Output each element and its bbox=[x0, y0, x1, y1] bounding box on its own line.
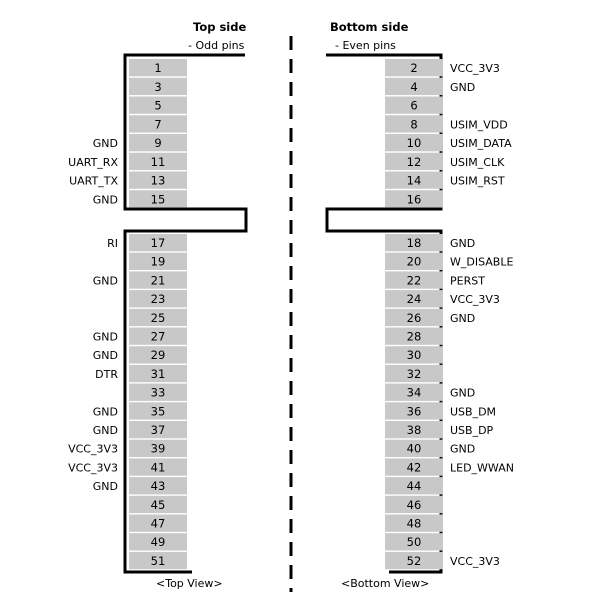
pin-number: 11 bbox=[150, 154, 166, 169]
pin-number: 37 bbox=[150, 423, 166, 437]
top-view-caption: <Top View> bbox=[156, 577, 223, 590]
pin-number: 36 bbox=[406, 404, 422, 419]
pin-signal-label: VCC_3V3 bbox=[68, 461, 118, 475]
pin-number: 42 bbox=[406, 460, 422, 475]
pin-signal-label: USB_DP bbox=[450, 424, 494, 437]
pin-number: 51 bbox=[150, 553, 166, 568]
top-side-title: Top side bbox=[193, 20, 247, 34]
pin-signal-label: PERST bbox=[450, 274, 485, 288]
pin-number: 20 bbox=[406, 254, 422, 269]
pin-number: 1 bbox=[154, 61, 162, 75]
pin-number: 32 bbox=[406, 366, 422, 381]
pin-number: 48 bbox=[406, 516, 422, 531]
pin-number: 22 bbox=[406, 273, 422, 288]
pin-number: 45 bbox=[150, 497, 166, 512]
pin-signal-label: VCC_3V3 bbox=[68, 442, 118, 456]
pin-number: 30 bbox=[406, 348, 422, 363]
pin-signal-label: VCC_3V3 bbox=[450, 62, 500, 75]
pin-signal-label: USIM_VDD bbox=[450, 118, 508, 132]
pin-number: 44 bbox=[406, 479, 422, 494]
pin-signal-label: GND bbox=[450, 442, 476, 456]
pin-signal-label: USIM_CLK bbox=[450, 155, 505, 169]
pin-signal-label: VCC_3V3 bbox=[450, 293, 500, 307]
pin-number: 14 bbox=[406, 173, 422, 188]
pin-number: 17 bbox=[150, 236, 166, 250]
pin-number: 18 bbox=[406, 236, 422, 250]
pin-number: 38 bbox=[406, 423, 422, 437]
odd-pins-subtitle: - Odd pins bbox=[188, 39, 245, 52]
pin-number: 23 bbox=[150, 292, 166, 307]
pin-signal-label: GND bbox=[92, 193, 118, 207]
pin-number: 10 bbox=[406, 136, 422, 150]
pin-signal-label: UART_TX bbox=[69, 174, 118, 188]
pin-number: 7 bbox=[154, 117, 162, 132]
pin-number: 28 bbox=[406, 329, 422, 344]
bottom-side-title: Bottom side bbox=[330, 20, 409, 34]
pin-number: 39 bbox=[150, 441, 166, 456]
pin-number: 41 bbox=[150, 460, 166, 475]
pin-signal-label: VCC_3V3 bbox=[450, 554, 500, 568]
pin-number: 29 bbox=[150, 348, 166, 363]
pin-signal-label: RI bbox=[107, 237, 118, 250]
pin-number: 6 bbox=[410, 98, 418, 113]
even-pin-column bbox=[385, 59, 514, 569]
pin-signal-label: USIM_RST bbox=[450, 174, 505, 188]
pin-number: 52 bbox=[406, 553, 422, 568]
pin-signal-label: GND bbox=[92, 424, 118, 437]
pin-signal-label: USIM_DATA bbox=[450, 137, 512, 150]
pin-signal-label: GND bbox=[92, 330, 118, 344]
pin-signal-label: LED_WWAN bbox=[450, 461, 514, 475]
pin-signal-label: DTR bbox=[95, 367, 118, 381]
odd-pin-column bbox=[68, 59, 187, 569]
pin-signal-label: USB_DM bbox=[450, 405, 497, 419]
pin-signal-label: GND bbox=[92, 137, 118, 150]
pin-signal-label: GND bbox=[92, 480, 118, 494]
pin-number: 19 bbox=[150, 254, 166, 269]
pin-signal-label: UART_RX bbox=[68, 155, 118, 169]
pin-signal-label: GND bbox=[450, 237, 476, 250]
pin-signal-label: GND bbox=[92, 349, 118, 363]
pin-signal-label: W_DISABLE bbox=[450, 255, 514, 269]
pin-number: 2 bbox=[410, 61, 418, 75]
pin-number: 15 bbox=[150, 192, 166, 207]
pin-number: 12 bbox=[406, 154, 422, 169]
pin-number: 43 bbox=[150, 479, 166, 494]
pin-number: 25 bbox=[150, 310, 166, 325]
pin-number: 3 bbox=[154, 79, 162, 94]
pin-number: 34 bbox=[406, 385, 422, 400]
pin-number: 21 bbox=[150, 273, 166, 288]
pin-number: 16 bbox=[406, 192, 422, 207]
pin-number: 13 bbox=[150, 173, 166, 188]
pin-signal-label: GND bbox=[450, 80, 476, 94]
pin-number: 33 bbox=[150, 385, 166, 400]
pin-number: 26 bbox=[406, 310, 422, 325]
bottom-view-caption: <Bottom View> bbox=[341, 577, 430, 590]
pin-signal-label: GND bbox=[92, 405, 118, 419]
pin-number: 35 bbox=[150, 404, 166, 419]
pin-number: 50 bbox=[406, 535, 422, 550]
pin-signal-label: GND bbox=[450, 386, 476, 400]
pin-number: 8 bbox=[410, 117, 418, 132]
pin-number: 24 bbox=[406, 292, 422, 307]
pin-number: 49 bbox=[150, 535, 166, 550]
pin-number: 27 bbox=[150, 329, 166, 344]
pin-number: 31 bbox=[150, 366, 166, 381]
pin-number: 47 bbox=[150, 516, 166, 531]
pin-signal-label: GND bbox=[92, 274, 118, 288]
pin-number: 40 bbox=[406, 441, 422, 456]
pin-number: 9 bbox=[154, 136, 162, 150]
pin-signal-label: GND bbox=[450, 311, 476, 325]
even-pins-subtitle: - Even pins bbox=[335, 39, 396, 52]
pin-number: 4 bbox=[410, 79, 418, 94]
pin-number: 5 bbox=[154, 98, 162, 113]
pin-number: 46 bbox=[406, 497, 422, 512]
